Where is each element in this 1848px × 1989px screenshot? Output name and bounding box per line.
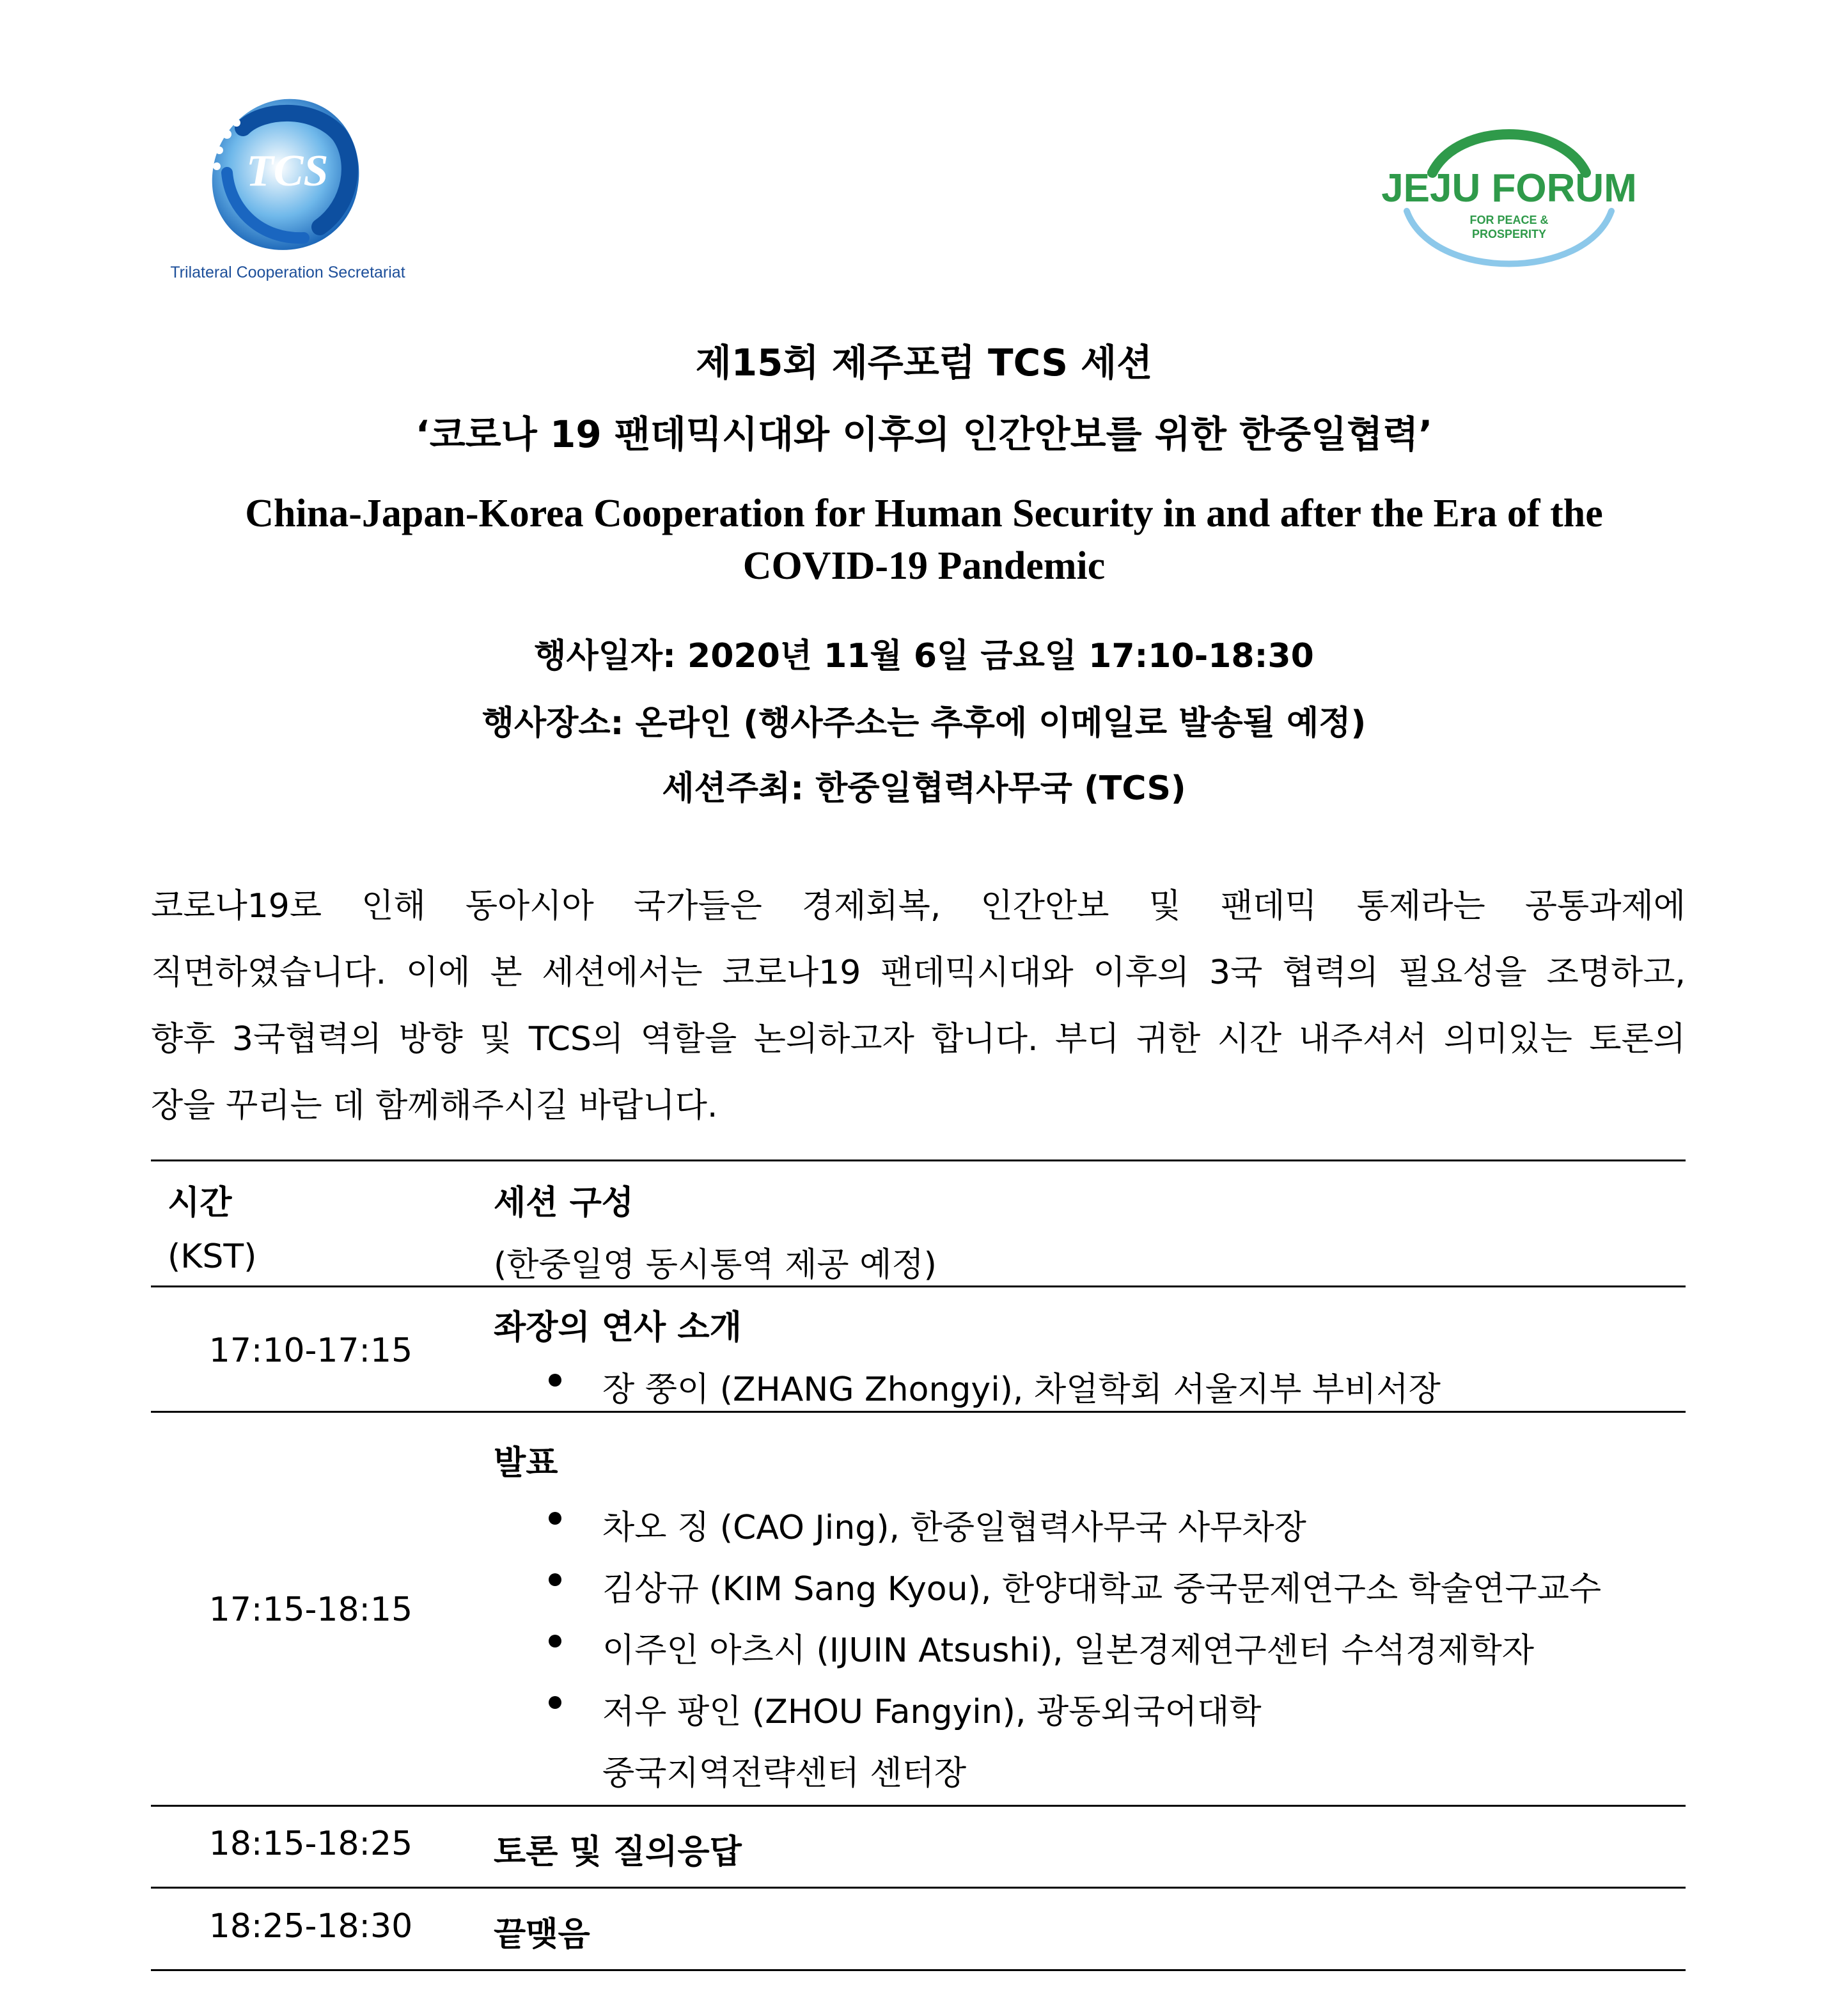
event-date: 행사일자: 2020년 11월 6일 금요일 17:10-18:30 [534,637,1314,675]
tcs-caption: Trilateral Cooperation Secretariat [170,263,405,281]
table-rule [151,1887,1686,1889]
row-time: 17:15-18:15 [208,1591,413,1629]
jeju-forum-title: JEJU FORUM [1381,166,1637,210]
table-rule [151,1160,1686,1161]
event-host: 세션주최: 한중일협력사무국 (TCS) [662,769,1186,808]
intro-line: 향후 3국협력의 방향 및 TCS의 역할을 논의하고자 합니다. 부디 귀한 시간 내주셔서 의미있는 토론의 [151,1020,1686,1058]
header-time-label: 시간 [168,1184,232,1222]
tcs-mark: TCS [246,146,329,196]
row-time: 17:10-17:15 [208,1332,413,1370]
row-time: 18:25-18:30 [208,1907,413,1946]
intro-paragraph [151,873,1686,1139]
row-title: 좌장의 연사 소개 [494,1309,742,1347]
bullet-icon [549,1374,561,1387]
row-time: 18:15-18:25 [208,1825,413,1863]
table-rule [151,1285,1686,1287]
bullet-icon [549,1635,561,1647]
bullet-icon [549,1573,561,1586]
header-session-sub: (한중일영 동시통역 제공 예정) [494,1246,937,1284]
title-english-line2: COVID-19 Pandemic [742,544,1106,588]
table-rule [151,1969,1686,1971]
tcs-emblem-icon [201,90,368,262]
header-session-label: 세션 구성 [494,1184,634,1222]
intro-line: 코로나19로 인해 동아시아 국가들은 경제회복, 인간안보 및 팬데믹 통제라는 공통과제에 [151,887,1686,925]
row-title: 토론 및 질의응답 [494,1833,742,1871]
speaker-item: 장 쭝이 (ZHANG Zhongyi), 차얼학회 서울지부 부비서장 [602,1371,1441,1409]
title-english [0,487,1848,592]
speaker-item: 이주인 아츠시 (IJUIN Atsushi), 일본경제연구센터 수석경제학자 [602,1631,1534,1670]
speaker-item: 김상규 (KIM Sang Kyou), 한양대학교 중국문제연구소 학술연구교수 [602,1570,1602,1608]
intro-line: 직면하였습니다. 이에 본 세션에서는 코로나19 팬데믹시대와 이후의 3국 협력의 필요성을 조명하고, [151,954,1686,992]
title-korean-line2: ‘코로나 19 팬데믹시대와 이후의 인간안보를 위한 한중일협력’ [415,413,1433,456]
row-title: 끝맺음 [494,1915,590,1954]
speaker-item-continued: 중국지역전략센터 센터장 [602,1754,967,1793]
table-rule [151,1411,1686,1413]
jeju-forum-logo [1381,122,1637,281]
jeju-forum-emblem-icon [1381,122,1637,281]
event-venue: 행사장소: 온라인 (행사주소는 추후에 이메일로 발송될 예정) [482,704,1366,743]
speaker-item: 저우 팡인 (ZHOU Fangyin), 광동외국어대학 [602,1693,1262,1731]
row-title: 발표 [494,1444,558,1482]
header-time-sub: (KST) [168,1238,257,1276]
intro-line: 장을 꾸리는 데 함께해주시길 바랍니다. [151,1087,718,1125]
title-english-line1: China-Japan-Korea Cooperation for Human Security in and after the Era of the [245,492,1603,535]
jeju-forum-sub1: FOR PEACE & [1469,214,1549,226]
title-korean-line1: 제15회 제주포럼 TCS 세션 [695,341,1153,384]
tcs-logo [160,90,416,281]
jeju-forum-sub2: PROSPERITY [1471,228,1547,240]
table-rule [151,1805,1686,1807]
bullet-icon [549,1696,561,1709]
bullet-icon [549,1512,561,1525]
speaker-item: 차오 징 (CAO Jing), 한중일협력사무국 사무차장 [602,1509,1306,1547]
